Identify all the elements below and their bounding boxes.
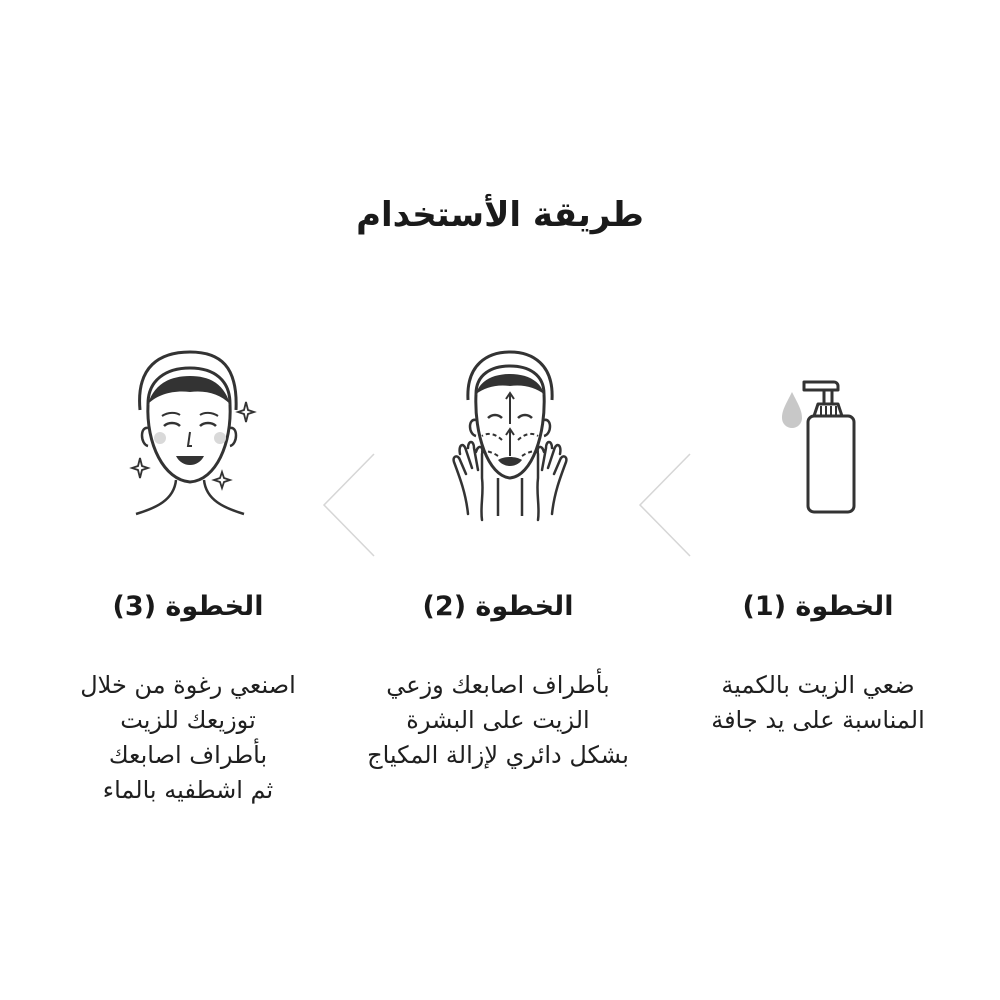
step-2-line: بأطراف اصابعك وزعي bbox=[386, 671, 610, 699]
step-3-description bbox=[28, 668, 348, 808]
glowing-face-icon bbox=[126, 344, 262, 524]
step-1-title: الخطوة (1) bbox=[742, 591, 894, 622]
step-3-line: اصنعي رغوة من خلال bbox=[80, 671, 296, 699]
step-3-line: توزيعك للزيت bbox=[120, 706, 256, 734]
step-2-line: الزيت على البشرة bbox=[406, 706, 590, 734]
step-2-description bbox=[338, 668, 658, 773]
pump-bottle-icon bbox=[768, 376, 868, 521]
step-1-line: المناسبة على يد جافة bbox=[711, 706, 925, 734]
step-3-line: ثم اشطفيه بالماء bbox=[102, 776, 274, 804]
step-2-title: الخطوة (2) bbox=[422, 591, 574, 622]
step-3-title: الخطوة (3) bbox=[112, 591, 264, 622]
page-title: طريقة الأستخدام bbox=[356, 195, 644, 235]
chevron-left-icon bbox=[636, 450, 696, 560]
step-1-description bbox=[658, 668, 978, 738]
chevron-left-icon bbox=[320, 450, 380, 560]
step-2-line: بشكل دائري لإزالة المكياج bbox=[367, 741, 629, 769]
face-massage-icon bbox=[440, 344, 580, 524]
step-1-line: ضعي الزيت بالكمية bbox=[721, 671, 915, 699]
step-3-line: بأطراف اصابعك bbox=[108, 741, 268, 769]
